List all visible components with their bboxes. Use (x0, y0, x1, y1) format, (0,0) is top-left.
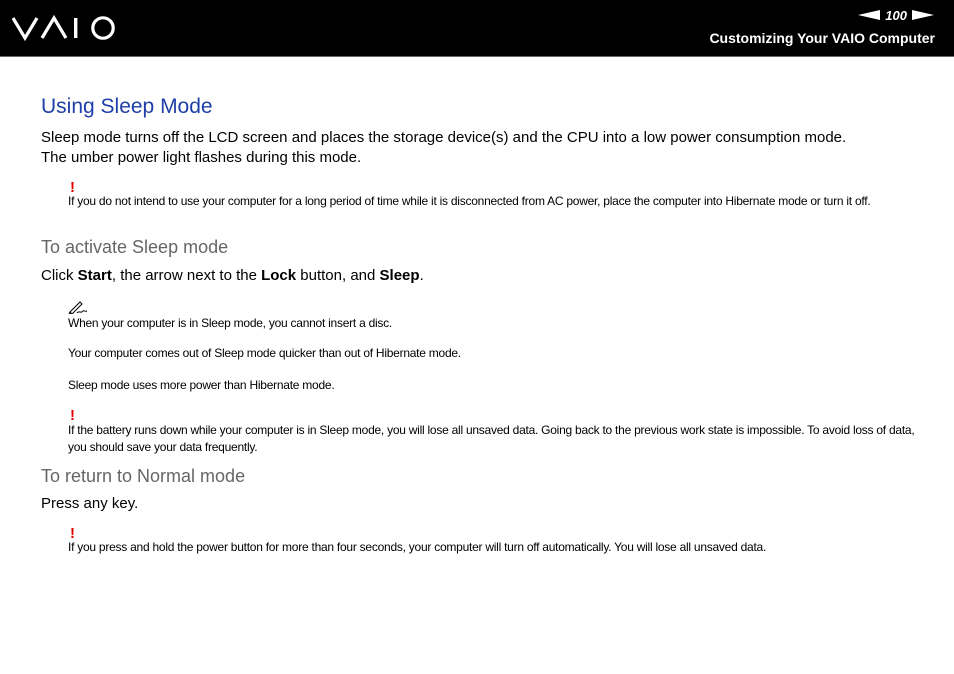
warning-note-1 (68, 193, 918, 210)
warning-note-2 (68, 422, 918, 456)
page-number: 100 (885, 7, 907, 23)
note-3 (68, 377, 918, 394)
page-navigation (858, 7, 934, 23)
warning-note-3 (68, 539, 918, 556)
page-title: Using Sleep Mode (41, 95, 213, 118)
warning-icon: ! (70, 407, 75, 424)
intro-line-2: The umber power light flashes during this mode. (41, 149, 362, 166)
intro-line-1: Sleep mode turns off the LCD screen and places the storage device(s) and the CPU into a low power consumption mode. (41, 129, 847, 146)
note-2-text: Your computer comes out of Sleep mode quicker than out of Hibernate mode. (68, 346, 461, 360)
activate-heading: To activate Sleep mode (41, 237, 229, 257)
note-1 (68, 315, 918, 332)
warning-icon: ! (70, 525, 75, 542)
sleep-label: Sleep (379, 267, 420, 284)
note-3-text: Sleep mode uses more power than Hibernate mode. (68, 378, 335, 392)
activate-step-mid2: button, and (296, 267, 380, 284)
warning-icon: ! (70, 179, 75, 196)
note-2 (68, 345, 918, 362)
return-step: Press any key. (41, 495, 139, 512)
warning-note-1-text: If you do not intend to use your computer for a long period of time while it is disconnected from AC power, place the computer into Hibernate mode or turn it off. (68, 194, 871, 208)
warning-note-3-text: If you press and hold the power button for more than four seconds, your computer will turn off automatically. You will lose all unsaved data. (68, 540, 767, 554)
warning-note-2-text: If the battery runs down while your computer is in Sleep mode, you will lose all unsaved data. Going back to the previous work state is impossible. To avoid loss of data, you should save your data frequently. (68, 423, 915, 454)
intro-paragraph (41, 128, 921, 168)
lock-label: Lock (261, 267, 297, 284)
page-header (0, 0, 954, 57)
vaio-logo (12, 14, 120, 42)
activate-step-prefix: Click (41, 267, 78, 284)
activate-step (41, 266, 921, 286)
activate-step-suffix: . (419, 267, 424, 284)
previous-page-arrow-icon[interactable] (858, 10, 880, 20)
note-pencil-icon (68, 300, 88, 314)
activate-step-mid: , the arrow next to the (111, 267, 262, 284)
next-page-arrow-icon[interactable] (912, 10, 934, 20)
note-1-text: When your computer is in Sleep mode, you cannot insert a disc. (68, 316, 393, 330)
start-label: Start (77, 267, 112, 284)
section-title: Customizing Your VAIO Computer (709, 30, 935, 46)
return-heading: To return to Normal mode (41, 466, 246, 486)
